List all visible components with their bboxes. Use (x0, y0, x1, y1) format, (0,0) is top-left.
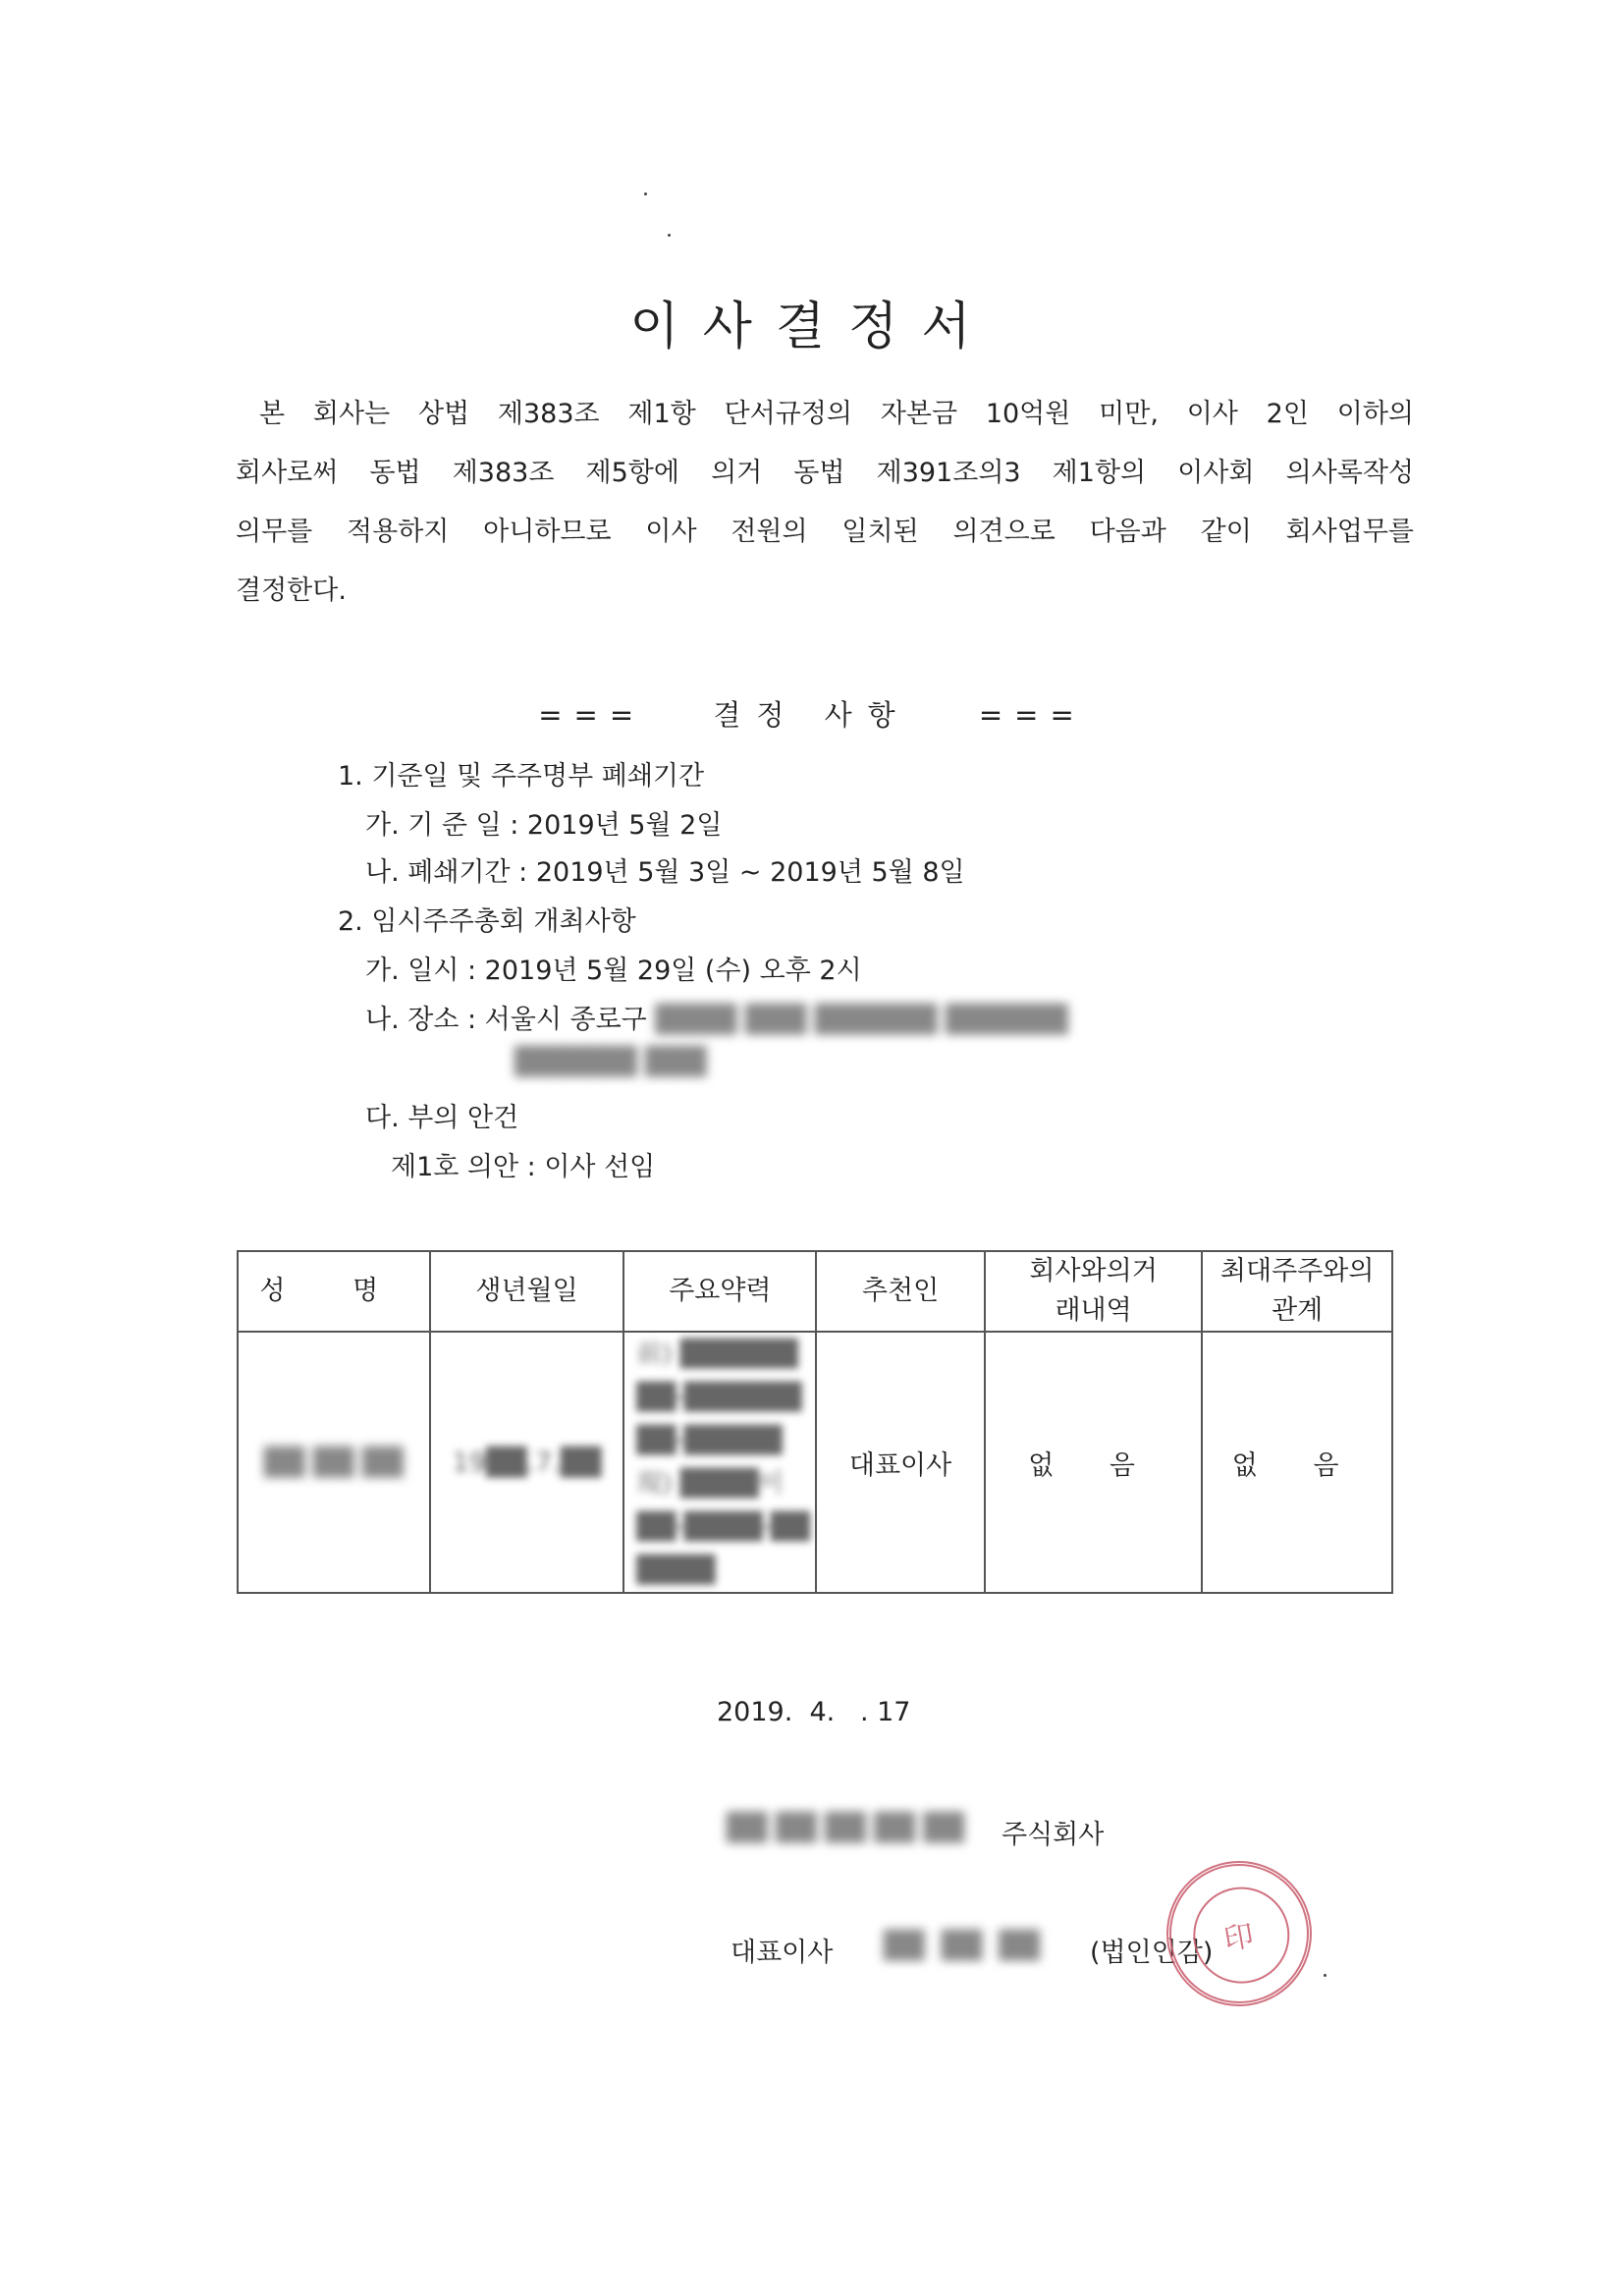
header-name: 성 명 (238, 1251, 430, 1332)
cell-birth (430, 1332, 624, 1593)
document-title: 이사결정서 (629, 298, 995, 356)
document-date: 2019. 4. . 17 (717, 1697, 911, 1727)
career-line: ██ █████ (636, 1426, 783, 1455)
cell-relation: 없 음 (1202, 1332, 1392, 1593)
header-transactions: 회사와의거 래내역 (985, 1251, 1203, 1332)
seal-label: (법인인감) (1090, 1938, 1214, 1968)
heading-deco-left: === (538, 698, 646, 732)
career-line: ████ (636, 1556, 716, 1585)
corporate-seal-stamp (1155, 1849, 1323, 2017)
header-recommender: 추천인 (816, 1251, 985, 1332)
item-2-b (365, 998, 1068, 1036)
decision-heading (0, 693, 1624, 734)
intro-line: 본 회사는 상법 제383조 제1항 단서규정의 자본금 10억원 미만, 이사 2인 이하의 (259, 399, 1414, 429)
heading-deco-right: === (978, 698, 1086, 732)
item-1-a: 가. 기 준 일 : 2019년 5월 2일 (365, 810, 723, 841)
redacted-name: ██ ██ ██ (263, 1447, 404, 1478)
career-line: ██ ██████ (636, 1383, 802, 1412)
heading-label: 결정 사항 (713, 698, 911, 732)
scan-speck (644, 192, 647, 195)
representative-label: 대표이사 (731, 1938, 834, 1968)
table-header-row (238, 1251, 1392, 1332)
intro-paragraph (236, 385, 1414, 621)
redacted-company-name: ██ ██ ██ ██ ██ (727, 1813, 964, 1843)
item-1-b: 나. 폐쇄기간 : 2019년 5월 3일 ~ 2019년 5월 8일 (365, 857, 965, 888)
header-career: 주요약력 (623, 1251, 816, 1332)
scan-speck (668, 234, 671, 237)
item-1: 1. 기준일 및 주주명부 폐쇄기간 (338, 761, 705, 792)
cell-name (238, 1332, 430, 1593)
cell-recommender: 대표이사 (816, 1332, 985, 1593)
item-2-b-label: 나. 장소 : 서울시 종로구 (365, 1005, 647, 1035)
company-suffix: 주식회사 (1001, 1820, 1105, 1850)
redacted-birth: 19██.7.██ (452, 1447, 602, 1478)
seal-text: 印 (1220, 1918, 1259, 1958)
career-line: ██ ████ ██ (636, 1512, 810, 1542)
redacted-representative-name: ██ ██ ██ (884, 1931, 1040, 1961)
career-line: 現) ████이 (636, 1469, 784, 1499)
scan-speck (1324, 1974, 1326, 1977)
cell-transactions: 없 음 (985, 1332, 1203, 1593)
intro-line: 의무를 적용하지 아니하므로 이사 전원의 일치된 의견으로 다음과 같이 회사업무를 (236, 517, 1414, 547)
header-relation: 최대주주와의 관계 (1202, 1251, 1392, 1332)
intro-line: 회사로써 동법 제383조 제5항에 의거 동법 제391조의3 제1항의 이사회 의사록작성 (236, 458, 1414, 488)
item-2-c: 다. 부의 안건 (365, 1103, 519, 1133)
candidate-table (237, 1250, 1393, 1594)
career-line: 前) ██████ (636, 1339, 798, 1369)
item-2-c-1: 제1호 의안 : 이사 선임 (391, 1152, 656, 1182)
cell-career (623, 1332, 816, 1593)
redacted-address: ████ ███ ██████ ██████ (655, 1005, 1068, 1035)
header-birth: 생년월일 (430, 1251, 624, 1332)
table-row (238, 1332, 1392, 1593)
item-2-a: 가. 일시 : 2019년 5월 29일 (수) 오후 2시 (365, 956, 862, 986)
item-2: 2. 임시주주총회 개최사항 (338, 906, 636, 937)
intro-line: 결정한다. (236, 575, 347, 606)
redacted-address-line2: ██████ ███ (514, 1047, 707, 1077)
